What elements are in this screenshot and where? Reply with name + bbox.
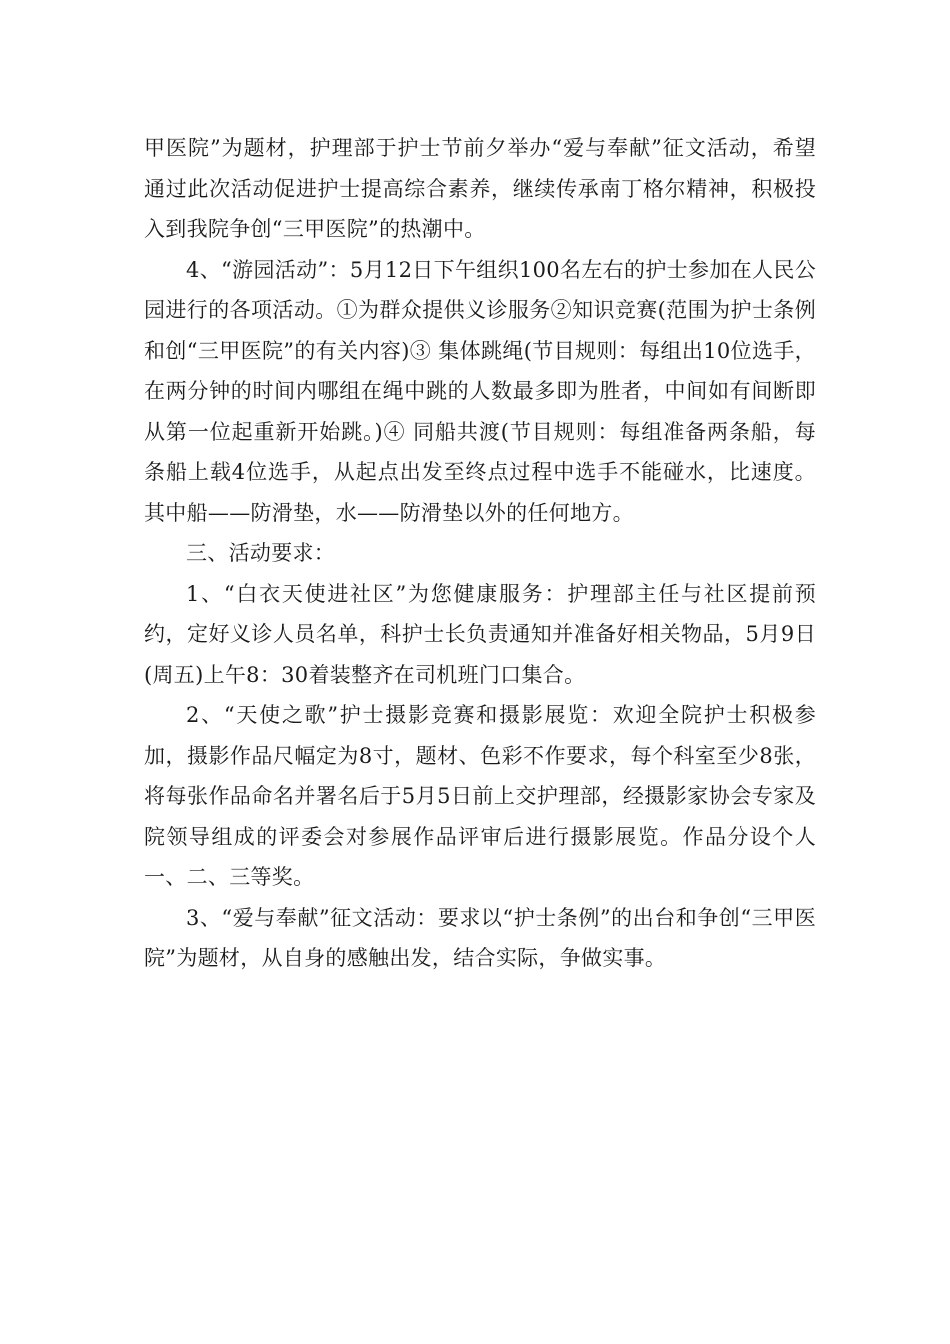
paragraph-requirement-1: 1、“白衣天使进社区”为您健康服务：护理部主任与社区提前预约，定好义诊人员名单，科护士长负责通知并准备好相关物品，5月9日(周五)上午8：30着装整齐在司机班门口集合。 (144, 581, 816, 687)
section-heading-activity-requirements: 三、活动要求： (186, 541, 336, 565)
paragraph-item-4-garden-activity: 4、“游园活动”：5月12日下午组织100名左右的护士参加在人民公园进行的各项活动。①为群众提供义诊服务②知识竞赛(范围为护士条例和创“三甲医院”的有关内容)③ 集体跳绳(节目规则：每组出10位选手，在两分钟的时间内哪组在绳中跳的人数最多即为胜者，中间如有间断即从第一位起重新开始跳。)④ 同船共渡(节目规则：每组准备两条船，每条船上载4位选手，从起点出发至终点过程中选手不能碰水，比速度。其中船——防滑垫，水——防滑垫以外的任何地方。 (144, 257, 816, 525)
document-body (144, 128, 816, 979)
paragraph-continuation: 甲医院”为题材，护理部于护士节前夕举办“爱与奉献”征文活动，希望通过此次活动促进护士提高综合素养，继续传承南丁格尔精神，积极投入到我院争创“三甲医院”的热潮中。 (144, 136, 816, 241)
paragraph-requirement-3: 3、“爱与奉献”征文活动：要求以“护士条例”的出台和争创“三甲医院”为题材，从自身的感触出发，结合实际，争做实事。 (144, 905, 816, 970)
paragraph-requirement-2: 2、“天使之歌”护士摄影竞赛和摄影展览：欢迎全院护士积极参加，摄影作品尺幅定为8寸，题材、色彩不作要求，每个科室至少8张，将每张作品命名并署名后于5月5日前上交护理部，经摄影家协会专家及院领导组成的评委会对参展作品评审后进行摄影展览。作品分设个人一、二、三等奖。 (144, 703, 816, 889)
